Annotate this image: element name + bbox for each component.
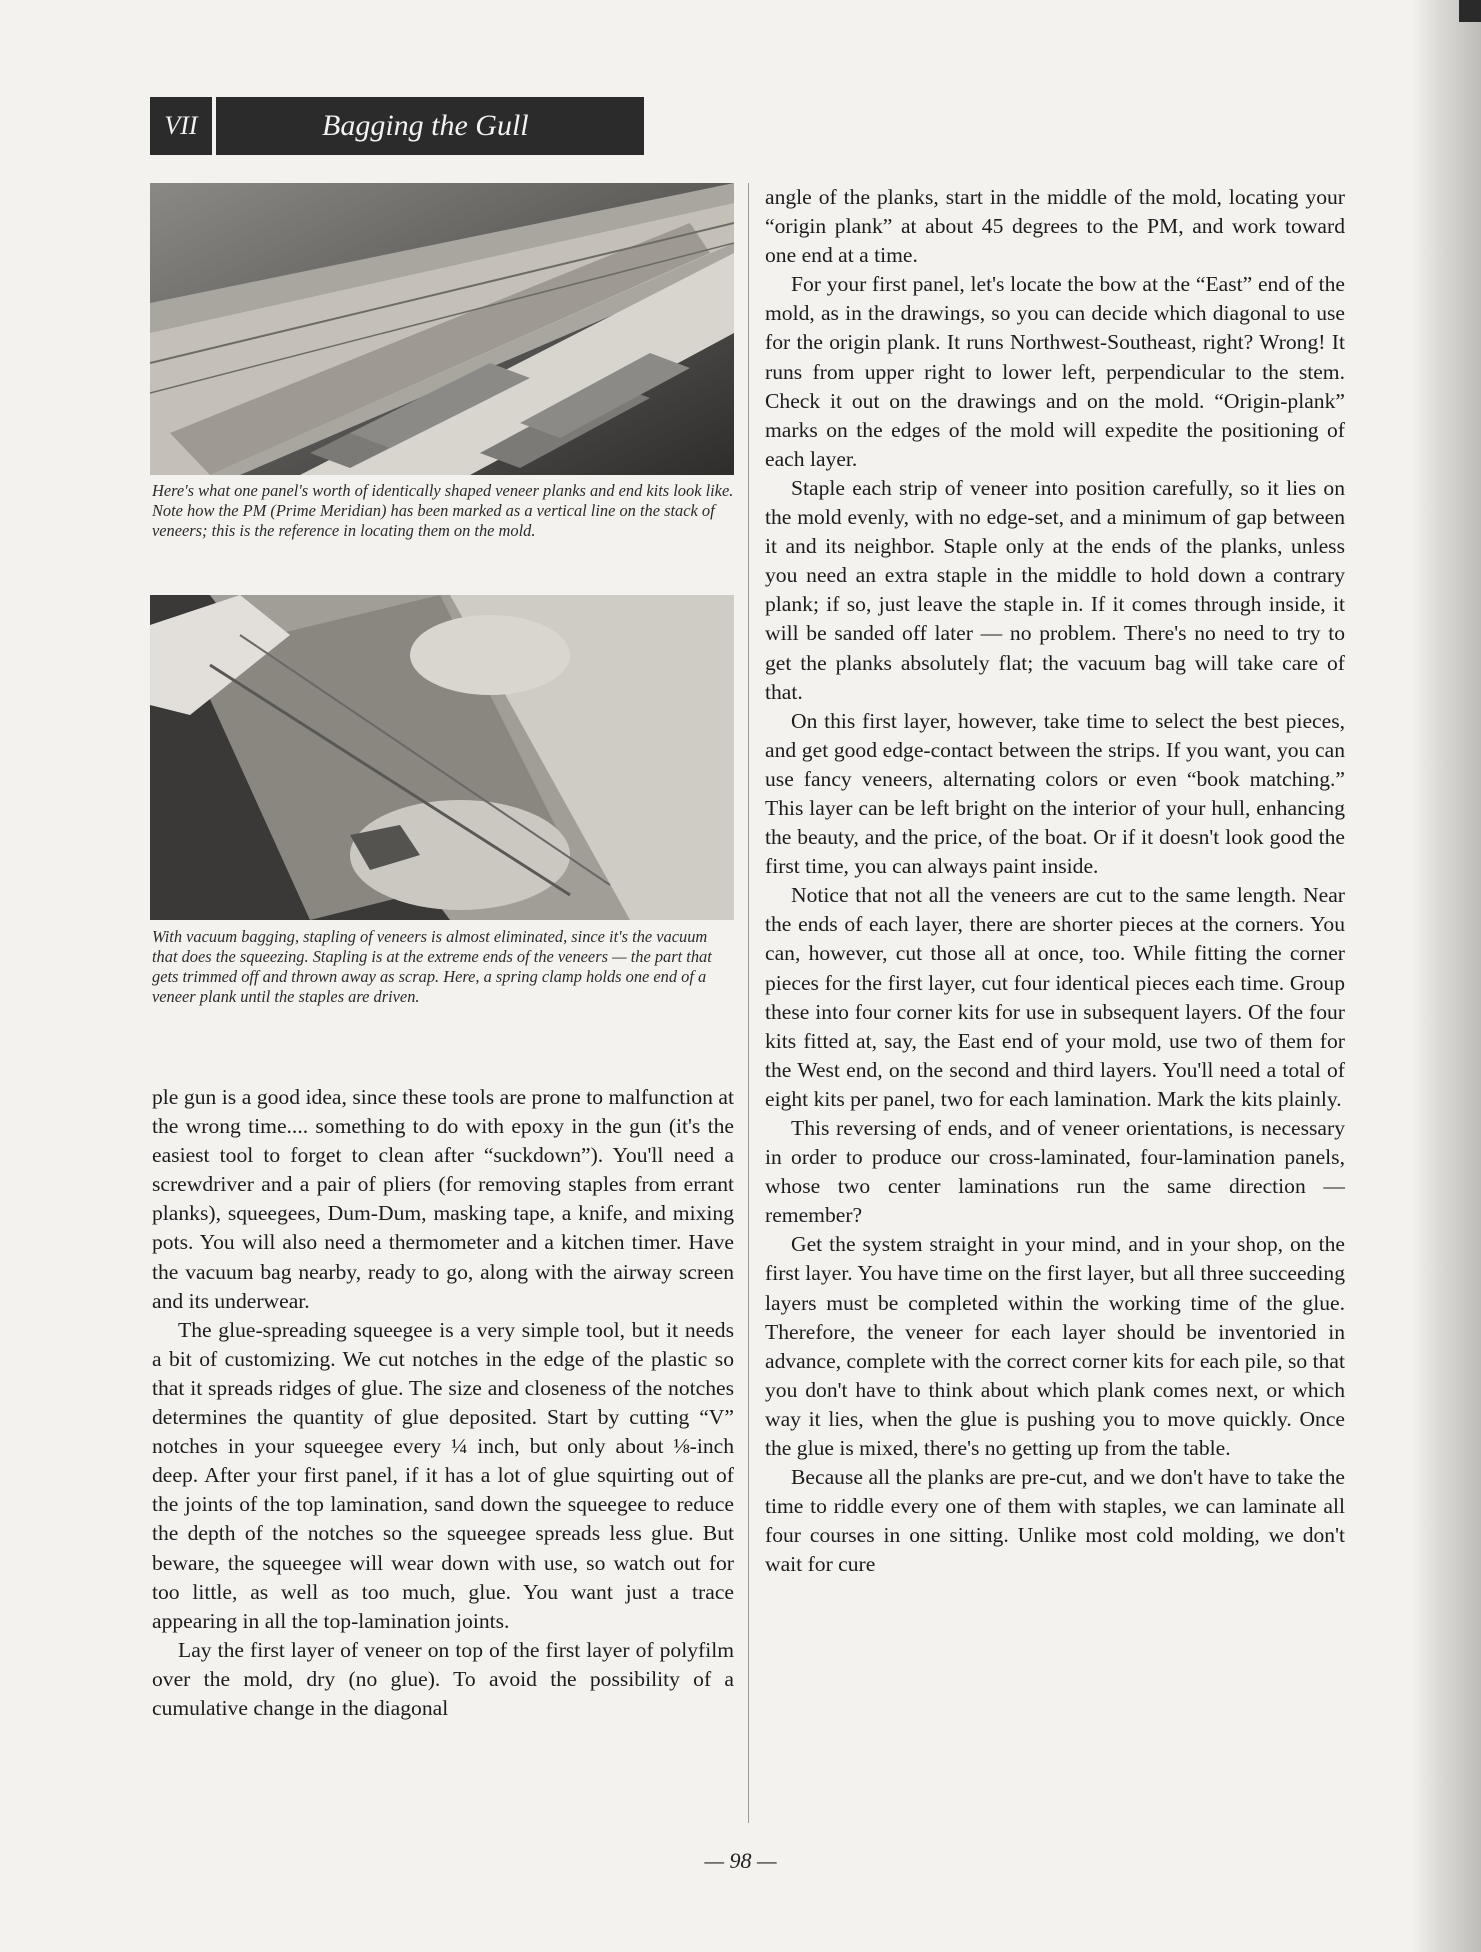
- stapling-illustration: [150, 595, 734, 920]
- column-divider: [748, 183, 749, 1823]
- right-column: [765, 183, 1345, 1580]
- page-edge-shadow: [1411, 0, 1481, 1952]
- chapter-number: VII: [150, 97, 216, 155]
- left-column: [152, 1083, 734, 1723]
- paragraph: ple gun is a good idea, since these tools are prone to malfunction at the wrong time.... something to do with epoxy in the gun (it's the easiest tool to forget to clean after “suckdown”). You'll need a screwdriver and a pair of pliers (for removing staples from errant planks), squeegees, Dum-Dum, masking tape, a knife, and mixing pots. You will also need a thermometer and a kitchen timer. Have the vacuum bag nearby, ready to go, along with the airway screen and its underwear.: [152, 1085, 734, 1313]
- stapling-veneers-photo: [150, 595, 734, 920]
- paragraph: The glue-spreading squeegee is a very simple tool, but it needs a bit of customizing. We cut notches in the edge of the plastic so that it spreads ridges of glue. The size and closeness of the notches determines the quantity of glue deposited. Start by cutting “V” notches in your squeegee every ¼ inch, but only about ⅛-inch deep. After your first panel, if it has a lot of glue squirting out of the joints of the top lamination, sand down the squeegee to reduce the depth of the notches so the squeegee spreads less glue. But beware, the squeegee will wear down with use, so watch out for too little, as well as too much, glue. You want just a trace appearing in all the top-lamination joints.: [152, 1317, 734, 1633]
- paragraph: Get the system straight in your mind, and in your shop, on the first layer. You have time on the first layer, but all three succeeding layers must be completed within the working time of the glue. Therefore, the veneer for each layer should be inventoried in advance, complete with the correct corner kits for each pile, so that you don't have to think about which plank comes next, or which way it lies, when the glue is pushing you to move quickly. Once the glue is mixed, there's no getting up from the table.: [765, 1232, 1345, 1461]
- paragraph: Staple each strip of veneer into position carefully, so it lies on the mold evenly, with no edge-set, and a minimum of gap between it and its neighbor. Staple only at the ends of the planks, unless you need an extra staple in the middle to hold down a contrary plank; if so, just leave the staple in. If it comes through inside, it will be sanded off later — no problem. There's no need to try to get the planks absolutely flat; the vacuum bag will take care of that.: [765, 475, 1345, 704]
- veneer-planks-photo: [150, 183, 734, 475]
- paragraph: Notice that not all the veneers are cut to the same length. Near the ends of each layer, there are shorter pieces at the corners. You can, however, cut those all at once, too. While fitting the corner pieces for the first layer, cut four identical pieces each time. Group these into four corner kits for use in subsequent layers. Of the four kits fitted at, say, the East end of your mold, use two of them for the West end, on the second and third layers. You'll need a total of eight kits per panel, two for each lamination. Mark the kits plainly.: [765, 883, 1345, 1111]
- paragraph: On this first layer, however, take time to select the best pieces, and get good edge-contact between the strips. If you want, you can use fancy veneers, alternating colors or even “book matching.” This layer can be left bright on the interior of your hull, enhancing the beauty, and the price, of the boat. Or if it doesn't look good the first time, you can always paint inside.: [765, 708, 1345, 879]
- page-number: — 98 —: [704, 1848, 777, 1873]
- veneer-planks-illustration: [150, 183, 734, 475]
- figure-caption-1: Here's what one panel's worth of identically shaped veneer planks and end kits look like. Note how the PM (Prime Meridian) has been marked as a vertical line on the stack of veneers; this is the reference in locating them on the mold.: [152, 481, 734, 540]
- paragraph: This reversing of ends, and of veneer orientations, is necessary in order to produce our cross-laminated, four-lamination panels, whose two center laminations run the same direction — remember?: [765, 1116, 1345, 1228]
- page-corner: [1459, 0, 1481, 22]
- figure-caption-2: With vacuum bagging, stapling of veneers is almost eliminated, since it's the vacuum that does the squeezing. Stapling is at the extreme ends of the veneers — the part that gets trimmed off and thrown away as scrap. Here, a spring clamp holds one end of a veneer plank until the staples are driven.: [152, 927, 712, 1006]
- paragraph: For your first panel, let's locate the bow at the “East” end of the mold, as in the drawings, so you can decide which diagonal to use for the origin plank. It runs Northwest-Southeast, right? Wrong! It runs from upper right to lower left, perpendicular to the stem. Check it out on the drawings and on the mold. “Origin-plank” marks on the edges of the mold will expedite the positioning of each layer.: [765, 272, 1345, 471]
- paragraph: Lay the first layer of veneer on top of the first layer of polyfilm over the mold, dry (no glue). To avoid the possibility of a cumulative change in the diagonal: [152, 1637, 734, 1720]
- chapter-header: [150, 97, 644, 155]
- paragraph: angle of the planks, start in the middle of the mold, locating your “origin plank” at about 45 degrees to the PM, and work toward one end at a time.: [765, 185, 1345, 268]
- paragraph: Because all the planks are pre-cut, and we don't have to take the time to riddle every one of them with staples, we can laminate all four courses in one sitting. Unlike most cold molding, we don't wait for cure: [765, 1465, 1345, 1577]
- chapter-title: Bagging the Gull: [216, 97, 644, 155]
